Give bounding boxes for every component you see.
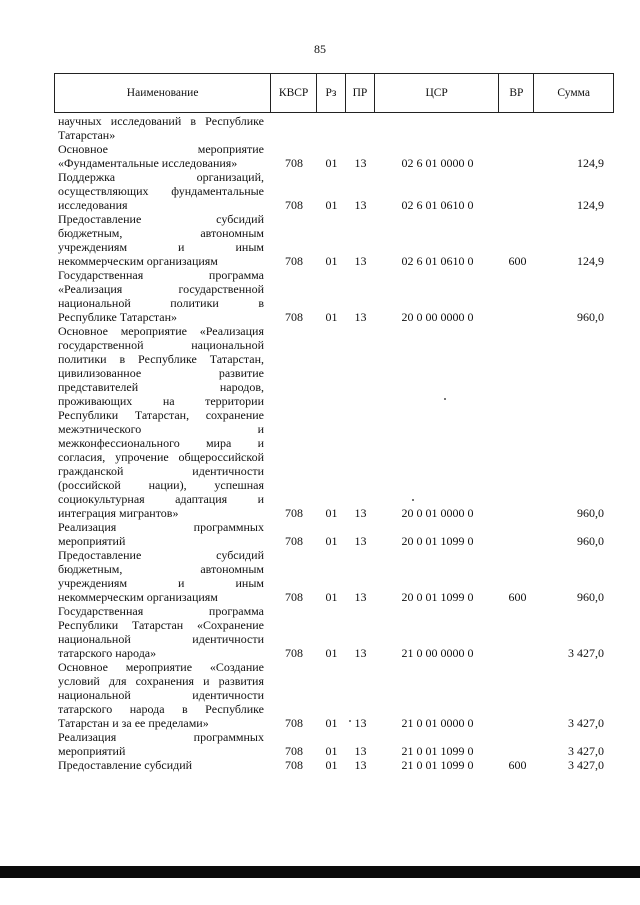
cell-sum: 960,0: [577, 506, 604, 520]
cell-sum: 124,9: [577, 198, 604, 212]
row-name-line: Основное мероприятие «Реализация: [58, 324, 264, 338]
row-name-line: Государственная программа: [58, 268, 264, 282]
cell-sum: 3 427,0: [568, 758, 604, 772]
header-name: Наименование: [55, 74, 271, 112]
table-header: [54, 73, 614, 113]
row-name: [54, 324, 264, 520]
cell-vr: [500, 744, 535, 758]
row-name-line: учреждениям и иным: [58, 240, 264, 254]
header-pr: ПР: [346, 74, 375, 112]
cell-rz: 01: [325, 198, 338, 212]
cell-pr: 13: [354, 758, 367, 772]
row-name-line: Татарстан»: [58, 128, 116, 142]
row-name-line: исследования: [58, 198, 128, 212]
cell-sum: 124,9: [577, 156, 604, 170]
cell-pr: 13: [354, 646, 367, 660]
cell-kvsr: 708: [285, 744, 303, 758]
row-name-line: мероприятий: [58, 534, 126, 548]
cell-rz: 01: [325, 310, 338, 324]
row-name-line: условий для сохранения и развития: [58, 674, 264, 688]
cell-sum: 3 427,0: [568, 646, 604, 660]
table-row: [54, 114, 614, 142]
cell-csr: 02 6 01 0610 0: [401, 198, 474, 212]
row-name-line: бюджетным, автономным: [58, 226, 264, 240]
cell-csr: 20 0 01 1099 0: [401, 534, 474, 548]
header-rz: Рз: [317, 74, 346, 112]
row-name-line: межконфессионального мира и: [58, 436, 264, 450]
cell-pr: 13: [354, 590, 367, 604]
table-row: [54, 212, 614, 268]
cell-csr: 20 0 00 0000 0: [401, 310, 474, 324]
row-name: [54, 212, 264, 268]
table-row: [54, 142, 614, 170]
scan-speck: [349, 720, 351, 722]
cell-rz: 01: [325, 534, 338, 548]
row-name-line: мероприятий: [58, 744, 126, 758]
row-name-line: гражданской идентичности: [58, 464, 264, 478]
cell-vr: 600: [508, 590, 527, 604]
cell-pr: 13: [354, 310, 367, 324]
cell-pr: 13: [354, 744, 367, 758]
row-name-line: Основное мероприятие «Создание: [58, 660, 264, 674]
row-name-line: политики в Республике Татарстан,: [58, 352, 264, 366]
cell-csr: 21 0 01 0000 0: [401, 716, 474, 730]
row-name-line: Татарстан и за ее пределами»: [58, 716, 209, 730]
table-row: [54, 268, 614, 324]
row-name-line: учреждениям и иным: [58, 576, 264, 590]
cell-vr: [500, 534, 535, 548]
table-row: [54, 520, 614, 548]
cell-rz: 01: [325, 590, 338, 604]
cell-csr: 02 6 01 0610 0: [401, 254, 474, 268]
cell-pr: 13: [354, 156, 367, 170]
cell-pr: 13: [354, 716, 367, 730]
header-vr: ВР: [499, 74, 534, 112]
header-csr: ЦСР: [375, 74, 500, 112]
row-name-line: некоммерческим организациям: [58, 590, 218, 604]
row-name-line: Поддержка организаций,: [58, 170, 264, 184]
cell-kvsr: 708: [285, 254, 303, 268]
cell-csr: 21 0 01 1099 0: [401, 758, 474, 772]
cell-rz: 01: [325, 716, 338, 730]
row-name-line: Республике Татарстан»: [58, 310, 178, 324]
row-name-line: социокультурная адаптация и: [58, 492, 264, 506]
row-name-line: некоммерческим организациям: [58, 254, 218, 268]
cell-csr: 21 0 00 0000 0: [401, 646, 474, 660]
row-name-line: татарского народа»: [58, 646, 157, 660]
cell-vr: 600: [508, 758, 527, 772]
table-row: [54, 324, 614, 520]
cell-sum: 3 427,0: [568, 716, 604, 730]
cell-kvsr: 708: [285, 534, 303, 548]
cell-sum: 960,0: [577, 534, 604, 548]
table-row: [54, 548, 614, 604]
row-name: [54, 170, 264, 212]
header-kvsr: КВСР: [271, 74, 317, 112]
row-name-line: Республики Татарстан, сохранение: [58, 408, 264, 422]
cell-sum: 960,0: [577, 590, 604, 604]
cell-kvsr: 708: [285, 646, 303, 660]
row-name-line: межэтнического и: [58, 422, 264, 436]
row-name-line: Предоставление субсидий: [58, 548, 264, 562]
cell-kvsr: 708: [285, 156, 303, 170]
cell-rz: 01: [325, 646, 338, 660]
row-name: [54, 660, 264, 730]
row-name-line: национальной политики в: [58, 296, 264, 310]
row-name-line: Реализация программных: [58, 520, 264, 534]
header-sum: Сумма: [557, 87, 590, 99]
cell-kvsr: 708: [285, 310, 303, 324]
cell-csr: 20 0 01 0000 0: [401, 506, 474, 520]
cell-vr: 600: [508, 254, 527, 268]
cell-rz: 01: [325, 744, 338, 758]
row-name-line: Предоставление субсидий: [58, 212, 264, 226]
row-name-line: бюджетным, автономным: [58, 562, 264, 576]
cell-rz: 01: [325, 758, 338, 772]
row-name-line: интеграция мигрантов»: [58, 506, 179, 520]
cell-csr: 02 6 01 0000 0: [401, 156, 474, 170]
row-name: [54, 548, 264, 604]
cell-vr: [500, 716, 535, 730]
page-number: 85: [314, 42, 326, 56]
row-name-line: осуществляющих фундаментальные: [58, 184, 264, 198]
row-name-line: татарского народа в Республике: [58, 702, 264, 716]
row-name-line: Государственная программа: [58, 604, 264, 618]
table-row: [54, 730, 614, 758]
row-name-line: Предоставление субсидий: [58, 758, 193, 772]
table-row: [54, 660, 614, 730]
cell-kvsr: 708: [285, 198, 303, 212]
row-name-line: государственной национальной: [58, 338, 264, 352]
cell-kvsr: 708: [285, 506, 303, 520]
cell-csr: 20 0 01 1099 0: [401, 590, 474, 604]
row-name: [54, 142, 264, 170]
row-name-line: Основное мероприятие: [58, 142, 264, 156]
row-name-line: Реализация программных: [58, 730, 264, 744]
row-name-line: цивилизованное развитие: [58, 366, 264, 380]
cell-vr: [500, 646, 535, 660]
row-name: [54, 758, 264, 772]
table-row: [54, 758, 614, 772]
cell-vr: [500, 506, 535, 520]
row-name: [54, 520, 264, 548]
row-name-line: представителей народов,: [58, 380, 264, 394]
row-name-line: согласия, упрочение общероссийской: [58, 450, 264, 464]
table-row: [54, 604, 614, 660]
row-name: [54, 268, 264, 324]
cell-vr: [500, 198, 535, 212]
row-name-line: (российской нации), успешная: [58, 478, 264, 492]
scan-border-bar: [0, 866, 640, 878]
row-name-line: национальной идентичности: [58, 632, 264, 646]
row-name: [54, 604, 264, 660]
cell-kvsr: 708: [285, 758, 303, 772]
cell-sum: 3 427,0: [568, 744, 604, 758]
table-row: [54, 170, 614, 212]
cell-sum: 124,9: [577, 254, 604, 268]
cell-vr: [500, 156, 535, 170]
row-name-line: проживающих на территории: [58, 394, 264, 408]
row-name-line: национальной идентичности: [58, 688, 264, 702]
cell-rz: 01: [325, 254, 338, 268]
cell-pr: 13: [354, 198, 367, 212]
table-body: [54, 114, 614, 772]
cell-pr: 13: [354, 254, 367, 268]
cell-rz: 01: [325, 156, 338, 170]
cell-pr: 13: [354, 506, 367, 520]
row-name-line: Республики Татарстан «Сохранение: [58, 618, 264, 632]
cell-sum: 960,0: [577, 310, 604, 324]
cell-csr: 21 0 01 1099 0: [401, 744, 474, 758]
cell-pr: 13: [354, 534, 367, 548]
row-name-line: «Реализация государственной: [58, 282, 264, 296]
cell-rz: 01: [325, 506, 338, 520]
cell-kvsr: 708: [285, 716, 303, 730]
scan-speck: [412, 499, 414, 501]
cell-kvsr: 708: [285, 590, 303, 604]
row-name-line: «Фундаментальные исследования»: [58, 156, 238, 170]
scan-speck: [444, 398, 446, 400]
row-name: [54, 730, 264, 758]
cell-vr: [500, 310, 535, 324]
row-name-line: научных исследований в Республике: [58, 114, 264, 128]
row-name: [54, 114, 264, 142]
